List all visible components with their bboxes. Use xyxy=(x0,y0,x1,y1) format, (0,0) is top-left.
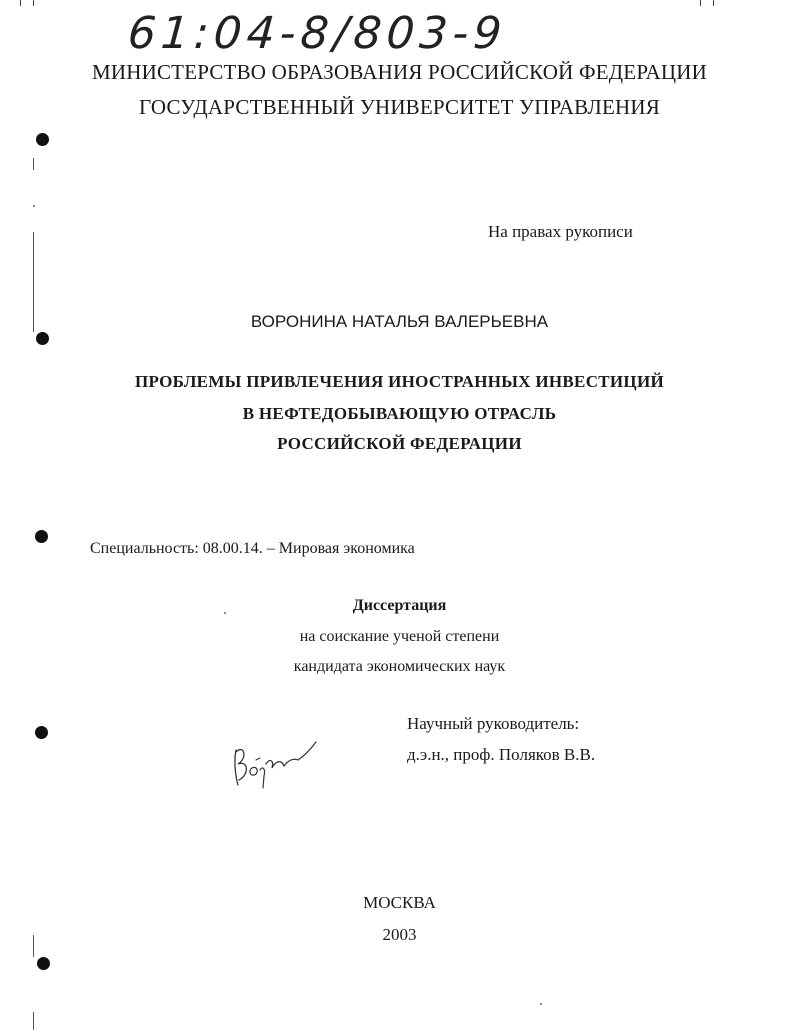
supervisor-label: Научный руководитель: xyxy=(407,714,580,733)
university-heading: ГОСУДАРСТВЕННЫЙ УНИВЕРСИТЕТ УПРАВЛЕНИЯ xyxy=(139,95,660,119)
binder-hole-mark xyxy=(35,726,48,739)
binder-hole-mark xyxy=(36,332,49,345)
archive-catalogue-number: 61:04-8/803-9 xyxy=(126,8,509,59)
margin-line xyxy=(33,1012,34,1030)
thesis-title-line: ПРОБЛЕМЫ ПРИВЛЕЧЕНИЯ ИНОСТРАННЫХ ИНВЕСТИЦИЙ xyxy=(134,372,665,391)
binder-hole-mark xyxy=(36,133,49,146)
city: МОСКВА xyxy=(363,893,436,912)
scan-top-mark xyxy=(20,0,34,6)
scan-top-mark xyxy=(700,0,714,6)
scan-speck xyxy=(540,1003,542,1005)
author-name: ВОРОНИНА НАТАЛЬЯ ВАЛЕРЬЕВНА xyxy=(250,312,549,331)
margin-line xyxy=(33,158,34,170)
thesis-title-line: РОССИЙСКОЙ ФЕДЕРАЦИИ xyxy=(277,434,522,453)
author-signature xyxy=(226,730,321,790)
binder-hole-mark xyxy=(35,530,48,543)
ministry-heading: МИНИСТЕРСТВО ОБРАЗОВАНИЯ РОССИЙСКОЙ ФЕДЕРАЦИИ xyxy=(91,60,707,84)
thesis-title-line: В НЕФТЕДОБЫВАЮЩУЮ ОТРАСЛЬ xyxy=(242,404,557,423)
scan-speck xyxy=(33,205,35,207)
manuscript-rights-note: На правах рукописи xyxy=(488,222,633,241)
degree-line: на соискание ученой степени xyxy=(299,628,500,645)
supervisor-name: д.э.н., проф. Поляков В.В. xyxy=(407,745,596,764)
binder-hole-mark xyxy=(37,957,50,970)
dissertation-heading: Диссертация xyxy=(352,597,447,614)
degree-line: кандидата экономических наук xyxy=(293,658,506,675)
specialty-line: Специальность: 08.00.14. – Мировая экономика xyxy=(90,540,415,557)
year: 2003 xyxy=(382,925,417,944)
